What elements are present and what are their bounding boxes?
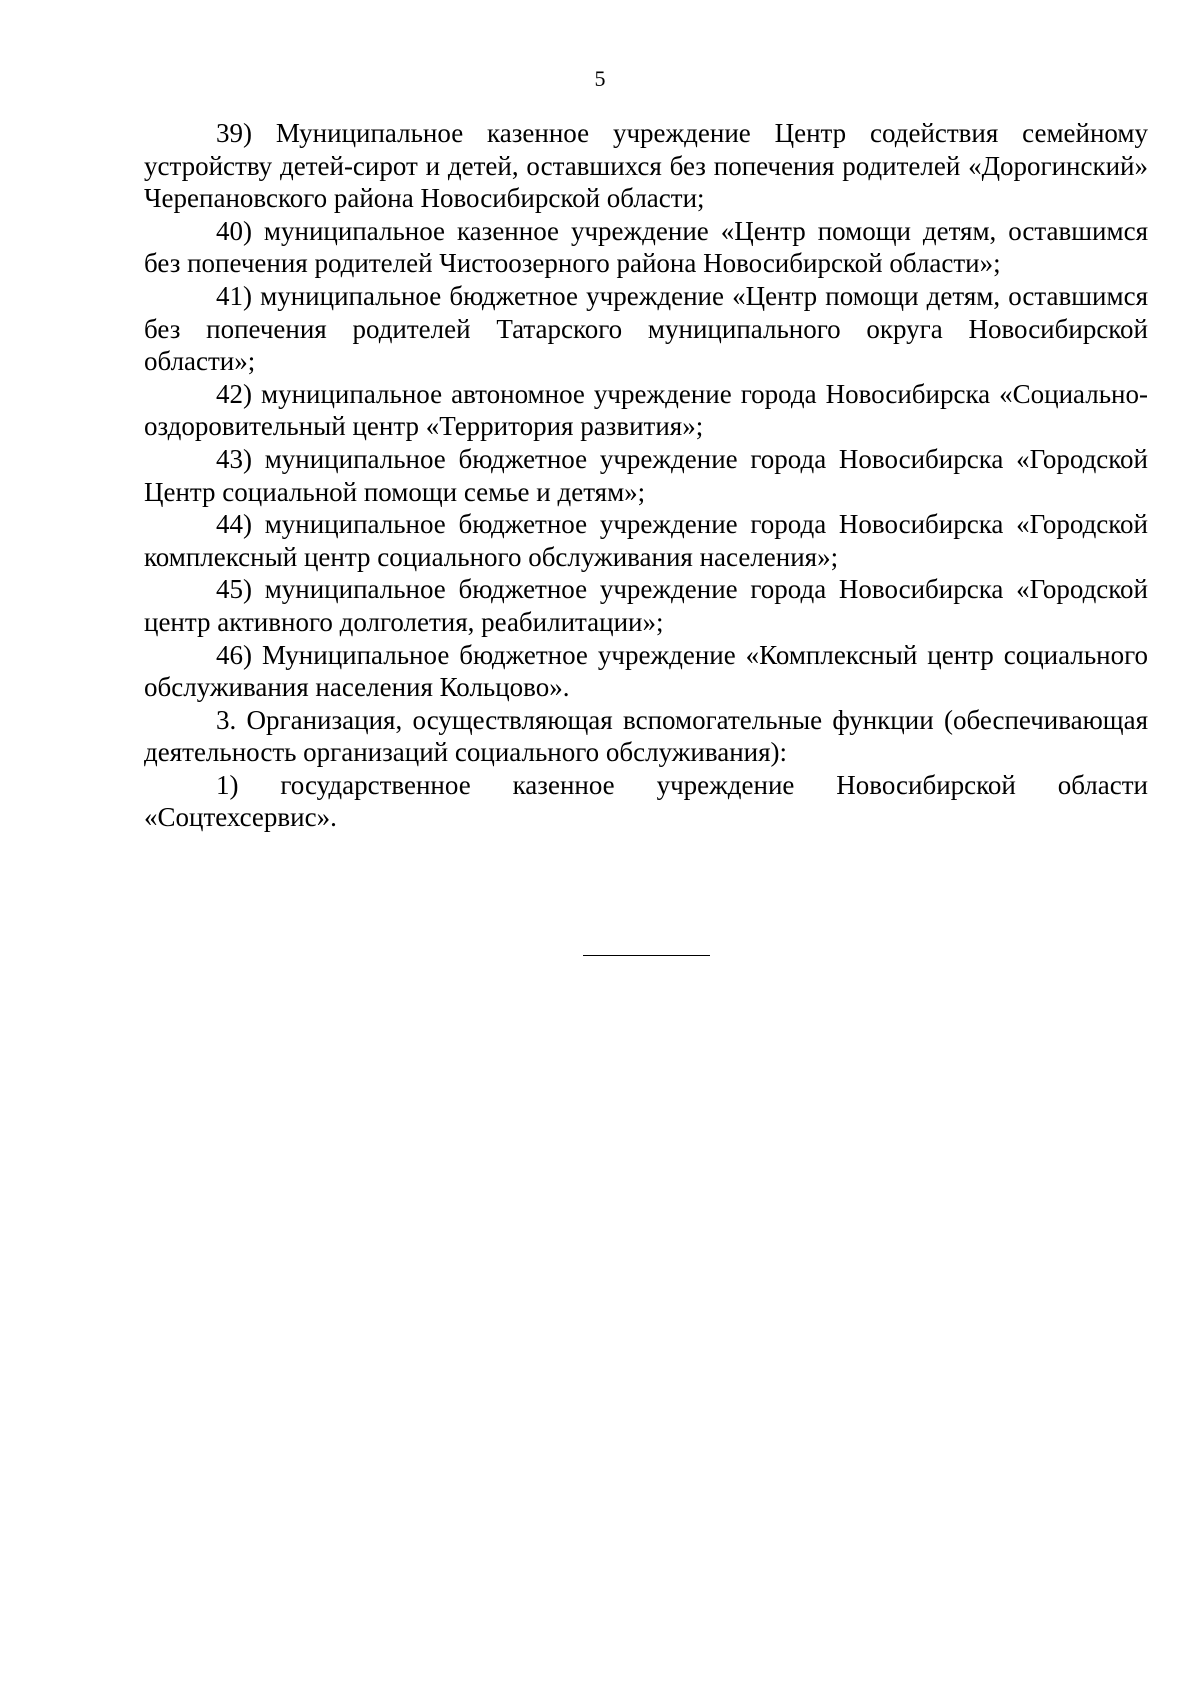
section-3-item-1: 1) государственное казенное учреждение Новосибирской области «Соцтехсервис». [144,769,1148,833]
document-body [144,117,1148,834]
list-item-40: 40) муниципальное казенное учреждение «Центр помощи детям, оставшимся без попечения родителей Чистоозерного района Новосибирской области»; [144,215,1148,279]
page-number: 5 [594,66,606,91]
list-item-44: 44) муниципальное бюджетное учреждение города Новосибирска «Городской комплексный центр социального обслуживания населения»; [144,509,1148,572]
list-item-43: 43) муниципальное бюджетное учреждение города Новосибирска «Городской Центр социальной помощи семье и детям»; [144,443,1148,507]
end-of-document-rule [583,955,710,956]
section-3-heading: 3. Организация, осуществляющая вспомогательные функции (обеспечивающая деятельность организаций социального обслуживания): [144,704,1148,768]
list-item-39: 39) Муниципальное казенное учреждение Центр содействия семейному устройству детей-сирот и детей, оставшихся без попечения родителей «Дорогинский» Черепановского района Новосибирской области; [144,118,1148,214]
list-item-41: 41) муниципальное бюджетное учреждение «Центр помощи детям, оставшимся без попечения родителей Татарского муниципального округа Новосибирской области»; [144,280,1148,377]
list-item-46: 46) Муниципальное бюджетное учреждение «Комплексный центр социального обслуживания населения Кольцово». [144,639,1148,703]
list-item-45: 45) муниципальное бюджетное учреждение города Новосибирска «Городской центр активного долголетия, реабилитации»; [144,574,1148,637]
list-item-42: 42) муниципальное автономное учреждение города Новосибирска «Социально-оздоровительный центр «Территория развития»; [144,378,1148,442]
